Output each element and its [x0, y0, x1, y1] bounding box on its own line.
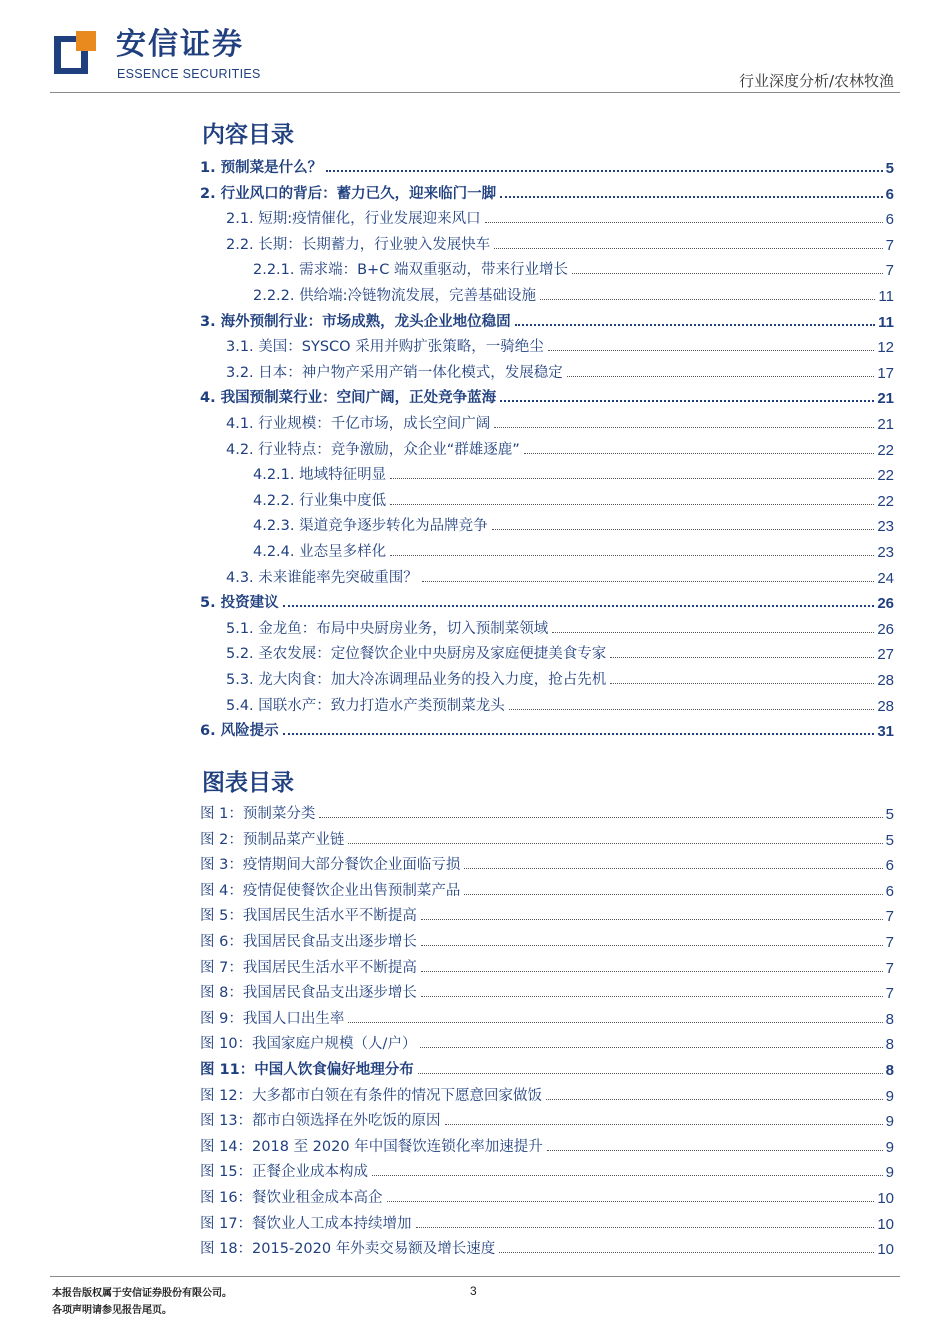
toc-entry-page: 26	[877, 620, 894, 638]
dot-leader	[610, 657, 874, 658]
figure-entry-label: 图 17：餐饮业人工成本持续增加	[200, 1215, 412, 1232]
toc-entry[interactable]	[226, 693, 894, 715]
toc-entry-label: 2.1. 短期:疫情催化，行业发展迎来风口	[226, 211, 481, 228]
figure-entry-page: 9	[885, 1113, 894, 1131]
toc-entry-page: 27	[877, 646, 894, 664]
toc-entry-label: 2.2. 长期：长期蓄力，行业驶入发展快车	[226, 236, 491, 253]
dot-leader	[421, 945, 883, 946]
toc-entry-page: 31	[877, 723, 894, 741]
figure-entry-page: 8	[885, 1010, 894, 1028]
toc-entry-label: 3.1. 美国：SYSCO 采用并购扩张策略，一骑绝尘	[226, 339, 544, 356]
toc-entry-page: 11	[878, 313, 894, 331]
dot-leader	[283, 733, 875, 735]
figure-entry-label: 图 6：我国居民食品支出逐步增长	[200, 934, 417, 950]
toc-entry[interactable]	[253, 488, 894, 510]
dot-leader	[492, 529, 875, 530]
figure-entry-label: 图 11：中国人饮食偏好地理分布	[200, 1062, 414, 1078]
toc-entry-page: 22	[877, 492, 894, 510]
figure-entry-page: 9	[885, 1087, 894, 1105]
report-category: 行业深度分析/农林牧渔	[738, 72, 894, 90]
page-number: 3	[470, 1284, 477, 1298]
dot-leader	[420, 1047, 882, 1048]
toc-entry[interactable]	[226, 232, 894, 254]
toc-entry-label: 1. 预制菜是什么？	[200, 160, 323, 176]
toc-entry-page: 23	[877, 544, 894, 561]
dot-leader	[500, 400, 874, 402]
figure-entry-page: 5	[885, 806, 894, 823]
figure-entry[interactable]	[200, 980, 894, 1002]
dot-leader	[499, 1252, 874, 1253]
toc-entry-page: 22	[877, 441, 894, 459]
figure-entry-page: 6	[885, 882, 894, 900]
figure-entry-label: 图 5：我国居民生活水平不断提高	[200, 908, 417, 925]
dot-leader	[509, 709, 875, 710]
dot-leader	[418, 1073, 883, 1074]
toc-entry[interactable]	[253, 283, 894, 305]
toc-entry[interactable]	[226, 667, 894, 689]
figure-entry-label: 图 15：正餐企业成本构成	[200, 1164, 369, 1181]
brand-name-en: ESSENCE SECURITIES	[117, 67, 261, 81]
figure-entry[interactable]	[200, 955, 894, 977]
figure-entry-page: 6	[885, 857, 894, 875]
figure-entry[interactable]	[200, 827, 894, 849]
figure-entry-label: 图 4：疫情促使餐饮企业出售预制菜产品	[200, 882, 461, 899]
figure-entry[interactable]	[200, 801, 894, 823]
toc-entry[interactable]	[226, 565, 894, 587]
toc-entry-label: 2.2.2. 供给端:冷链物流发展，完善基础设施	[253, 288, 536, 304]
dot-leader	[319, 817, 882, 818]
toc-entry[interactable]	[226, 641, 894, 663]
toc-entry-label: 4.2.2. 行业集中度低	[253, 492, 387, 509]
toc-entry[interactable]	[253, 462, 894, 484]
toc-entry[interactable]	[200, 590, 894, 612]
figure-entry-label: 图 2：预制品菜产业链	[200, 831, 345, 848]
figure-entry[interactable]	[200, 1236, 894, 1258]
toc-entry-page: 11	[878, 288, 894, 305]
dot-leader	[547, 1150, 883, 1151]
dot-leader	[567, 376, 875, 377]
toc-entry-label: 2. 行业风口的背后：蓄力已久，迎来临门一脚	[200, 185, 497, 202]
toc-entry-label: 4.2. 行业特点：竞争激励，众企业“群雄逐鹿”	[226, 441, 520, 458]
toc-entry-label: 6. 风险提示	[200, 723, 279, 740]
toc-entry-label: 5.4. 国联水产：致力打造水产类预制菜龙头	[226, 697, 505, 714]
figure-entry-page: 7	[885, 959, 894, 977]
toc-entry[interactable]	[226, 411, 894, 433]
dot-leader	[283, 605, 875, 607]
dot-leader	[387, 1201, 875, 1202]
figure-entry-label: 图 18：2015-2020 年外卖交易额及增长速度	[200, 1241, 496, 1258]
figure-entry-page: 9	[885, 1164, 894, 1182]
toc-entry[interactable]	[226, 334, 894, 356]
toc-entry[interactable]	[200, 718, 894, 740]
figure-entry[interactable]	[200, 903, 894, 925]
toc-entry[interactable]	[253, 539, 894, 561]
toc-entry-page: 17	[877, 364, 894, 382]
toc-entry-page: 7	[885, 236, 894, 254]
toc-entry-label: 4.2.1. 地域特征明显	[253, 467, 387, 484]
figure-entry-page: 8	[885, 1036, 894, 1054]
figure-entry[interactable]	[200, 1031, 894, 1053]
toc-entry[interactable]	[226, 206, 894, 228]
figure-entry-page: 7	[885, 908, 894, 926]
toc-entry-page: 21	[877, 390, 894, 408]
toc-entry-label: 4. 我国预制菜行业：空间广阔，正处竞争蓝海	[200, 390, 497, 407]
toc-entry-page: 7	[885, 262, 894, 280]
toc-entry-label: 3. 海外预制行业：市场成熟，龙头企业地位稳固	[200, 313, 511, 330]
toc-entry-label: 4.2.4. 业态呈多样化	[253, 544, 387, 560]
figure-entry-page: 10	[877, 1190, 894, 1207]
figure-entry-page: 9	[885, 1138, 894, 1156]
toc-entry-label: 5.3. 龙大肉食：加大冷冻调理品业务的投入力度，抢占先机	[226, 672, 607, 688]
figure-entry-page: 7	[885, 985, 894, 1003]
figure-entry-label: 图 12：大多都市白领在有条件的情况下愿意回家做饭	[200, 1087, 543, 1104]
figure-entry[interactable]	[200, 1006, 894, 1028]
toc-title: 内容目录	[202, 121, 294, 148]
dot-leader	[572, 273, 883, 274]
figure-entry[interactable]	[200, 1134, 894, 1156]
figure-entry-page: 8	[885, 1062, 894, 1079]
dot-leader	[515, 324, 875, 326]
dot-leader	[494, 427, 874, 428]
toc-entry-page: 22	[877, 467, 894, 485]
toc-entry[interactable]	[253, 257, 894, 279]
dot-leader	[390, 504, 874, 505]
figure-entry[interactable]	[200, 1211, 894, 1233]
toc-entry[interactable]	[226, 360, 894, 382]
figure-list-title: 图表目录	[202, 769, 294, 796]
dot-leader	[500, 196, 883, 198]
figure-entry[interactable]	[200, 929, 894, 951]
figure-entry-page: 7	[885, 934, 894, 951]
figure-entry-label: 图 1：预制菜分类	[200, 806, 316, 822]
toc-entry-page: 12	[877, 339, 894, 357]
figure-entry-page: 5	[885, 831, 894, 849]
dot-leader	[546, 1099, 883, 1100]
toc-entry-label: 4.2.3. 渠道竞争逐步转化为品牌竞争	[253, 518, 488, 535]
dot-leader	[421, 971, 883, 972]
figure-entry[interactable]	[200, 1057, 894, 1079]
figure-entry[interactable]	[200, 852, 894, 874]
dot-leader	[372, 1175, 883, 1176]
figure-entry[interactable]	[200, 1108, 894, 1130]
toc-entry-page: 6	[885, 185, 894, 203]
figure-entry[interactable]	[200, 878, 894, 900]
toc-entry[interactable]	[200, 309, 894, 331]
figure-entry-label: 图 14：2018 至 2020 年中国餐饮连锁化率加速提升	[200, 1138, 543, 1155]
figure-entry[interactable]	[200, 1185, 894, 1207]
dot-leader	[348, 843, 882, 844]
brand-name-cn: 安信证券	[116, 27, 244, 62]
figure-entry-page: 10	[877, 1241, 894, 1259]
dot-leader	[390, 555, 874, 556]
toc-entry-page: 28	[877, 697, 894, 715]
toc-entry-label: 2.2.1. 需求端：B+C 端双重驱动，带来行业增长	[253, 262, 568, 279]
toc-entry-page: 26	[877, 595, 894, 613]
toc-entry-label: 3.2. 日本：神户物产采用产销一体化模式，发展稳定	[226, 364, 563, 381]
dot-leader	[485, 222, 883, 223]
dot-leader	[445, 1124, 883, 1125]
figure-entry-label: 图 9：我国人口出生率	[200, 1010, 345, 1027]
toc-entry-label: 5.1. 金龙鱼：布局中央厨房业务，切入预制菜领域	[226, 620, 549, 637]
dot-leader	[422, 581, 875, 582]
toc-entry[interactable]	[226, 616, 894, 638]
toc-entry-label: 4.3. 未来谁能率先突破重围？	[226, 569, 418, 586]
dot-leader	[610, 683, 874, 684]
figure-entry-label: 图 10：我国家庭户规模（人/户）	[200, 1036, 417, 1053]
toc-entry-page: 5	[885, 160, 894, 177]
figure-entry-label: 图 13：都市白领选择在外吃饭的原因	[200, 1113, 441, 1130]
figure-entry-label: 图 3：疫情期间大部分餐饮企业面临亏损	[200, 857, 461, 874]
figure-entry[interactable]	[200, 1159, 894, 1181]
toc-entry[interactable]	[200, 385, 894, 407]
toc-entry-page: 21	[877, 416, 894, 433]
dot-leader	[548, 350, 875, 351]
dot-leader	[552, 632, 874, 633]
dot-leader	[390, 478, 874, 479]
toc-entry[interactable]	[200, 155, 894, 177]
brand-logo-icon	[52, 30, 98, 76]
dot-leader	[524, 453, 875, 454]
toc-entry-page: 24	[877, 569, 894, 587]
toc-entry-label: 5. 投资建议	[200, 595, 279, 612]
dot-leader	[464, 868, 882, 869]
toc-entry[interactable]	[226, 437, 894, 459]
dot-leader	[421, 919, 883, 920]
dot-leader	[540, 299, 875, 300]
dot-leader	[416, 1227, 875, 1228]
figure-entry-label: 图 16：餐饮业租金成本高企	[200, 1190, 383, 1206]
disclaimer-notice: 各项声明请参见报告尾页。	[52, 1305, 172, 1316]
toc-entry-label: 4.1. 行业规模：千亿市场，成长空间广阔	[226, 416, 491, 432]
dot-leader	[464, 894, 882, 895]
figure-entry-page: 10	[877, 1215, 894, 1233]
dot-leader	[348, 1022, 882, 1023]
header-divider	[50, 92, 900, 93]
toc-entry-page: 6	[885, 211, 894, 229]
toc-entry[interactable]	[200, 181, 894, 203]
dot-leader	[326, 170, 883, 172]
dot-leader	[494, 248, 882, 249]
footer-divider	[50, 1276, 900, 1277]
toc-entry-page: 23	[877, 518, 894, 536]
figure-entry-label: 图 7：我国居民生活水平不断提高	[200, 959, 417, 976]
dot-leader	[421, 996, 883, 997]
toc-entry-page: 28	[877, 672, 894, 689]
copyright-notice: 本报告版权属于安信证券股份有限公司。	[52, 1288, 232, 1299]
toc-entry[interactable]	[253, 513, 894, 535]
figure-entry[interactable]	[200, 1083, 894, 1105]
toc-entry-label: 5.2. 圣农发展：定位餐饮企业中央厨房及家庭便捷美食专家	[226, 646, 607, 663]
figure-entry-label: 图 8：我国居民食品支出逐步增长	[200, 985, 417, 1002]
